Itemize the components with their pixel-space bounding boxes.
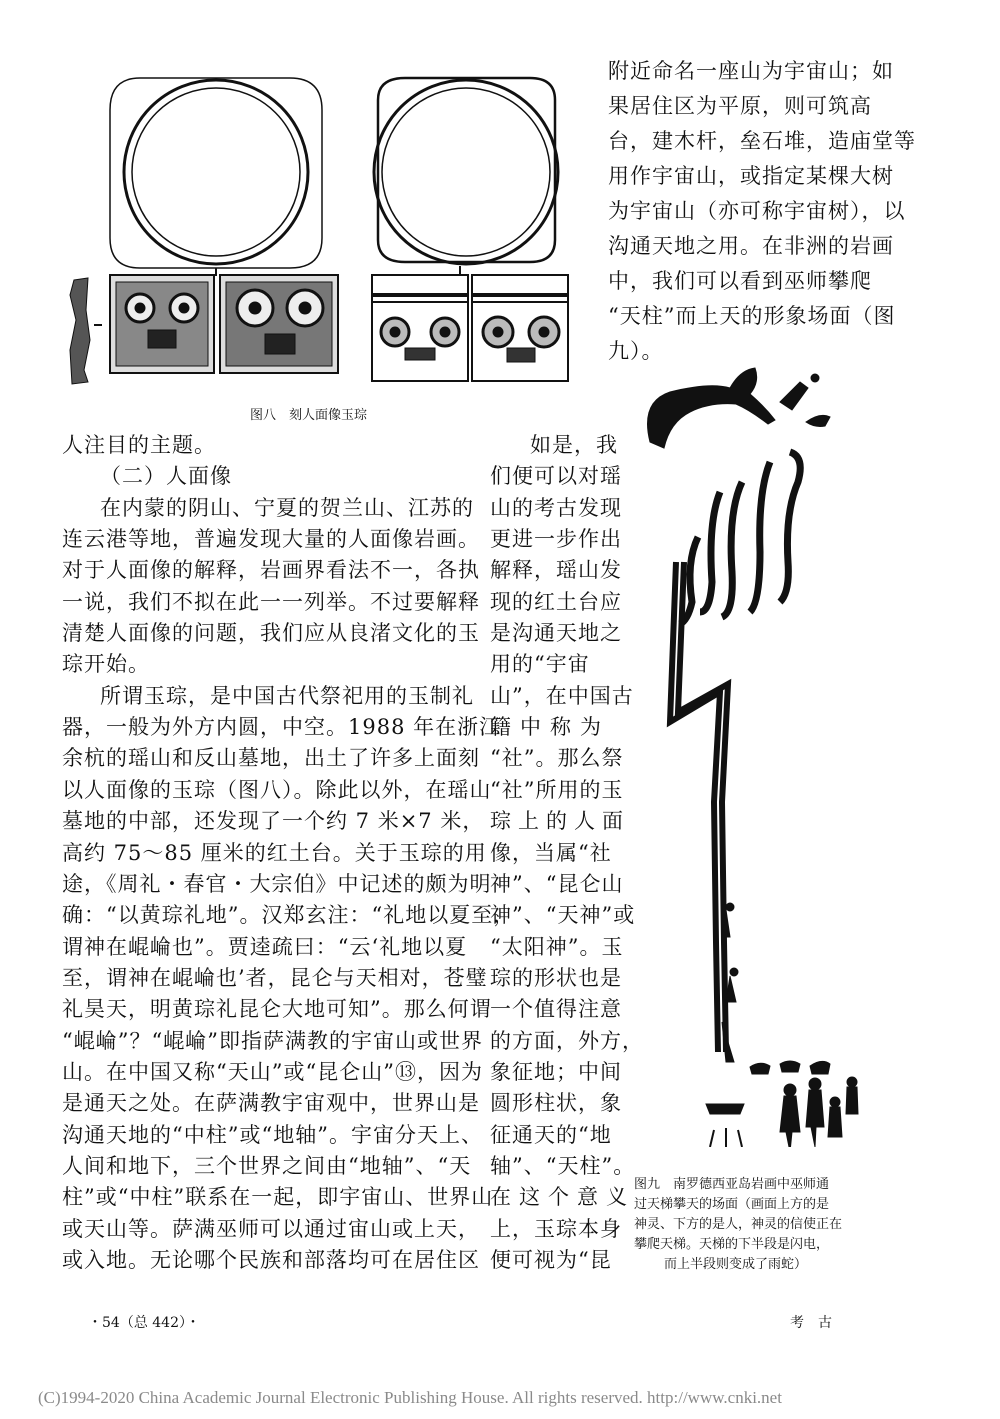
text-line: 为宇宙山（亦可称宇宙树），以 [608,199,906,223]
caption-line: 图九 南罗德西亚岛岩画中巫师通 [634,1177,830,1192]
rain-snake [680,452,800,624]
text-line: 一个值得注意 [490,997,622,1022]
text-line: 所谓玉琮，是中国古代祭祀用的玉制礼 [100,683,474,708]
text-line: 至，谓神在崐崘也’者，昆仑与天相对，苍璧 [62,965,488,990]
text-line: 或入地。无论哪个民族和部落均可在居住区 [62,1248,480,1272]
text-line: 神”、“昆仑山 [490,871,624,896]
text-line: 在内蒙的阴山、宁夏的贺兰山、江苏的 [100,495,474,520]
copyright-notice: (C)1994-2020 China Academic Journal Electronic Publishing House. All rights reserved. http://www.cnki.net [38,1388,782,1407]
text-line: 是沟通天地之 [490,621,622,646]
text-line: 是通天之处。在萨满教宇宙观中，世界山是 [62,1091,480,1116]
text-line: 便可视为“昆 [490,1248,612,1272]
text-line: 上，玉琮本身 [490,1216,622,1241]
text-line: 沟通天地的“中柱”或“地轴”。宇宙分天上、 [62,1122,483,1147]
text-line: 墓地的中部，还发现了一个约 7 米×7 米， [62,809,485,834]
cong-carved-face-right [372,275,568,381]
text-line: 人注目的主题。 [62,433,216,457]
text-line: 像，当属“社 [490,840,612,865]
text-line: 一说，我们不拟在此一一列举。不过要解释 [62,589,480,614]
section-heading: （二）人面像 [100,464,232,489]
text-line: 连云港等地，普遍发现大量的人面像岩画。 [62,527,480,552]
text-line: 台，建木杆，垒石堆，造庙堂等 [608,129,916,153]
text-line: 的方面，外方， [490,1028,644,1053]
text-line: 籍中称为 [490,715,610,740]
text-line: 如是，我 [530,433,618,457]
text-line: 确：“以黄琮礼地”。汉郑玄注：“礼地以夏至， [62,903,516,928]
text-line: 途，《周礼・春官・大宗伯》中记述的颇为明 [62,871,492,896]
journal-name: 考 古 [790,1315,832,1331]
text-line: “社”所用的玉 [490,777,624,802]
figure9-drawing [630,362,880,1147]
text-line: 附近命名一座山为宇宙山；如 [608,59,894,83]
text-line: 用的“宇宙 [490,652,590,677]
text-line: 现的红土台应 [490,589,622,614]
text-line: 用作宇宙山，或指定某棵大树 [608,164,894,188]
text-line: 以人面像的玉琮（图八）。除此以外，在瑶山 [62,777,492,802]
text-line: 果居住区为平原，则可筑高 [608,94,872,118]
text-line: 们便可以对瑶 [490,464,622,489]
text-line: 余杭的瑶山和反山墓地，出土了许多上面刻 [62,746,480,771]
text-line: 解释，瑶山发 [490,558,622,583]
text-line: “太阳神”。玉 [490,934,624,959]
text-line: 山的考古发现 [490,495,622,520]
text-line: 山。在中国又称“天山”或“昆仑山”⑬，因为 [62,1059,483,1084]
text-line: 九）。 [608,339,664,363]
animals-row [750,1061,830,1074]
text-line: 沟通天地之用。在非洲的岩画 [608,234,894,258]
human-figures [706,1077,858,1147]
cong-side-profile [70,278,90,384]
text-line: 琮的形状也是 [490,965,622,990]
text-line: 征通天的“地 [490,1122,612,1147]
text-line: 对于人面像的解释，岩画界看法不一，各执 [62,558,480,583]
text-line: 神”、“天神”或 [490,903,636,928]
caption-line: 神灵、下方的是人，神灵的信使正在 [634,1217,843,1232]
caption-line: 而上半段则变成了雨蛇） [664,1257,808,1272]
text-line: 琮开始。 [62,652,150,677]
figure8-caption: 图八 刻人面像玉琮 [250,408,368,423]
text-line: 礼昊天，明黄琮礼昆仑大地可知”。那么何谓 [62,997,492,1022]
text-line: 中，我们可以看到巫师攀爬 [608,269,872,293]
text-line: 更进一步作出 [490,527,622,552]
text-line: “天柱”而上天的形象场面（图 [608,304,896,328]
text-line: 柱”或“中柱”联系在一起，即宇宙山、世界山 [62,1185,494,1210]
text-line: 在这个意义 [490,1185,635,1210]
text-line: 山”，在中国古 [490,683,634,708]
caption-line: 攀爬天梯。天梯的下半段是闪电， [634,1237,830,1252]
figure8-drawing [60,70,570,400]
cong-top-view-left [110,78,322,276]
text-line: 琮上的人面 [490,809,630,834]
text-line: 高约 75～85 厘米的红土台。关于玉琮的用 [62,840,487,865]
caption-line: 过天梯攀天的场面（画面上方的是 [634,1197,830,1212]
text-line: 或天山等。萨满巫师可以通过宙山或上天， [62,1216,480,1241]
text-line: 清楚人面像的问题，我们应从良渚文化的玉 [62,621,480,646]
text-line: 圆形柱状，象 [490,1091,622,1116]
lightning-ladder [670,562,728,1052]
spirit-figure [648,368,776,448]
text-line: 轴”、“天柱”。 [490,1153,636,1178]
cong-carved-face-left [110,275,338,373]
text-line: 谓神在崐崘也”。贾逵疏曰：“云‘礼地以夏 [62,934,468,959]
page-number: ・54（总 442）・ [88,1315,200,1331]
text-line: 器，一般为外方内圆，中空。1988 年在浙江 [62,715,502,740]
cong-top-view-right [374,78,558,276]
text-line: “崐崘”？“崐崘”即指萨满教的宇宙山或世界 [62,1028,483,1053]
text-line: “社”。那么祭 [490,746,624,771]
text-line: 人间和地下，三个世界之间由“地轴”、“天 [62,1153,472,1178]
text-line: 象征地；中间 [490,1059,622,1084]
